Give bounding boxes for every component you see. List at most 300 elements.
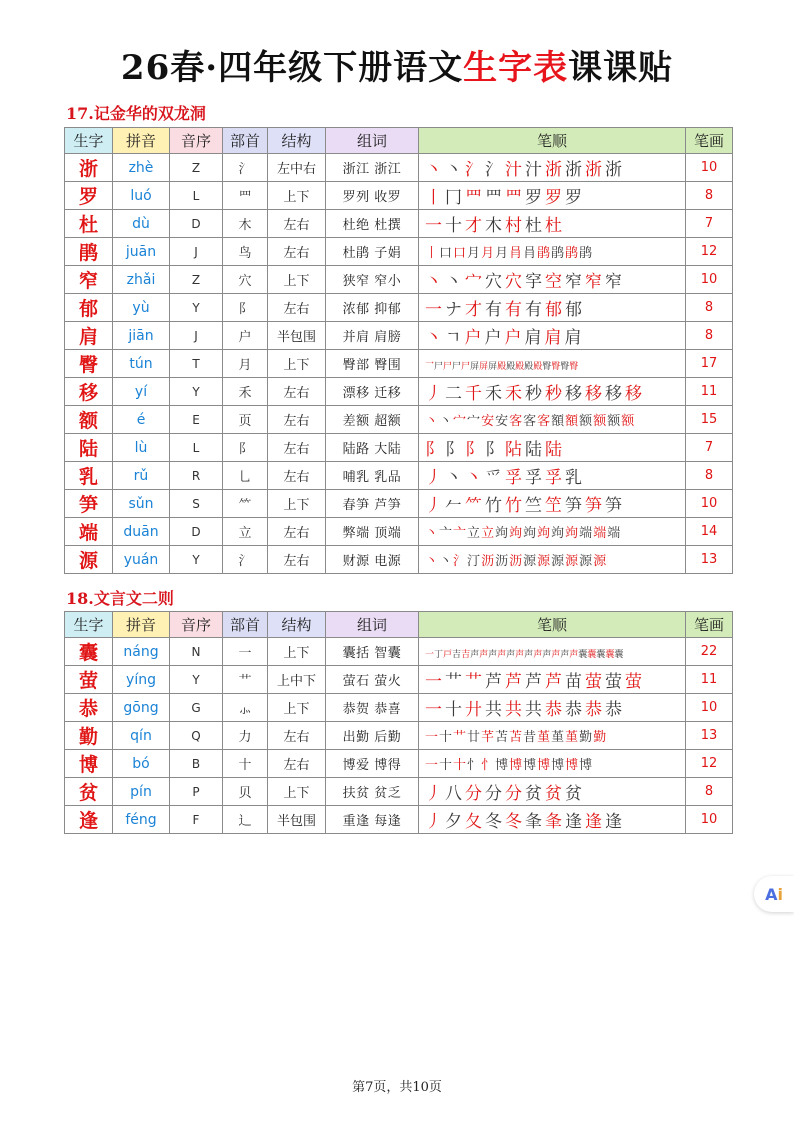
stroke-step: 罗 (525, 188, 542, 208)
stroke-step: 口 (453, 246, 467, 261)
stroke-step: 十 (439, 758, 453, 773)
stroke-step: 堇 (551, 730, 565, 745)
stroke-step: 臀 (551, 362, 560, 372)
stroke-step: 浙 (605, 160, 622, 180)
pinyin-cell: jiān (113, 322, 170, 350)
stroke-count-cell: 8 (686, 294, 733, 322)
stroke-step: 声 (488, 650, 497, 660)
stroke-step: 额 (579, 414, 593, 429)
stroke-step: 立 (481, 526, 495, 541)
stroke-step: 额 (607, 414, 621, 429)
stroke-step: 恭 (565, 700, 582, 720)
stroke-step: 夆 (545, 812, 562, 832)
stroke-step: 罒 (505, 188, 522, 208)
stroke-order-cell (419, 322, 686, 350)
stroke-step: 氵 (453, 554, 467, 569)
stroke-step: 村 (505, 216, 522, 236)
stroke-step: 声 (470, 650, 479, 660)
table-row (65, 266, 733, 294)
stroke-step: 共 (485, 700, 502, 720)
stroke-step: 才 (465, 300, 482, 320)
pinyin-cell: qín (113, 722, 170, 750)
stroke-step: 忄 (481, 758, 495, 773)
stroke-step: 竘 (523, 526, 537, 541)
radical-cell: 页 (223, 406, 268, 434)
stroke-step: 罒 (485, 188, 502, 208)
char-cell: 移 (65, 378, 113, 406)
stroke-step: 芦 (525, 672, 542, 692)
stroke-step: 額 (551, 414, 565, 429)
stroke-step: 殿 (497, 362, 506, 372)
stroke-step: 爫 (485, 468, 502, 488)
stroke-step: 木 (485, 216, 502, 236)
words-cell: 差额 超额 (326, 406, 419, 434)
stroke-step: 丶 (465, 468, 482, 488)
phonetic-index-cell: L (170, 434, 223, 462)
stroke-step: 夆 (525, 812, 542, 832)
title-accent: 生字表 (463, 48, 569, 88)
stroke-step: 一 (425, 216, 442, 236)
words-cell: 出勤 后勤 (326, 722, 419, 750)
stroke-step: 浙 (545, 160, 562, 180)
pinyin-cell: zhǎi (113, 266, 170, 294)
stroke-step: 源 (551, 554, 565, 569)
stroke-step: 丶 (425, 414, 439, 429)
stroke-step: 才 (465, 216, 482, 236)
stroke-step: 孚 (545, 468, 562, 488)
stroke-order-cell (419, 490, 686, 518)
structure-cell: 左右 (268, 518, 326, 546)
stroke-step: 移 (565, 384, 582, 404)
stroke-step: 月 (481, 246, 495, 261)
words-cell: 臀部 臀围 (326, 350, 419, 378)
stroke-step: 窄 (585, 272, 602, 292)
stroke-step: 安 (495, 414, 509, 429)
stroke-step: 丿 (425, 496, 442, 516)
stroke-step: 昔 (523, 730, 537, 745)
stroke-count-cell: 10 (686, 806, 733, 834)
stroke-step: 博 (579, 758, 593, 773)
stroke-step: 十 (439, 730, 453, 745)
stroke-step: 堇 (565, 730, 579, 745)
stroke-step: 宀 (453, 414, 467, 429)
structure-cell: 上下 (268, 182, 326, 210)
stroke-count-cell: 10 (686, 266, 733, 294)
words-cell: 重逢 每逢 (326, 806, 419, 834)
table-row (65, 462, 733, 490)
stroke-step: 阝 (445, 440, 462, 460)
stroke-step: 声 (524, 650, 533, 660)
phonetic-index-cell: Z (170, 266, 223, 294)
stroke-step: 客 (523, 414, 537, 429)
char-cell: 贫 (65, 778, 113, 806)
stroke-step: 屏 (488, 362, 497, 372)
words-cell: 扶贫 贫乏 (326, 778, 419, 806)
structure-cell: 半包围 (268, 806, 326, 834)
stroke-count-cell: 10 (686, 490, 733, 518)
stroke-step: 一 (425, 700, 442, 720)
stroke-step: 移 (585, 384, 602, 404)
char-cell: 肩 (65, 322, 113, 350)
phonetic-index-cell: J (170, 322, 223, 350)
stroke-order-cell (419, 350, 686, 378)
stroke-step: 屏 (479, 362, 488, 372)
stroke-step: 罗 (565, 188, 582, 208)
stroke-count-cell: 12 (686, 238, 733, 266)
header-structure: 结构 (268, 128, 326, 154)
stroke-step: 博 (537, 758, 551, 773)
stroke-step: 吉 (452, 650, 461, 660)
stroke-step: 尸 (461, 362, 470, 372)
stroke-step: 芦 (545, 672, 562, 692)
stroke-order-cell (419, 638, 686, 666)
radical-cell: 力 (223, 722, 268, 750)
radical-cell: 阝 (223, 294, 268, 322)
table-row (65, 694, 733, 722)
stroke-step: 肩 (544, 328, 562, 348)
table-row (65, 350, 733, 378)
stroke-step: 声 (497, 650, 506, 660)
stroke-step: 戸 (443, 650, 452, 660)
stroke-step: 肙 (523, 246, 537, 261)
pinyin-cell: sǔn (113, 490, 170, 518)
char-cell: 逢 (65, 806, 113, 834)
header-strokes: 笔顺 (419, 612, 686, 638)
stroke-step: 竘 (537, 526, 551, 541)
stroke-step: 乛 (425, 362, 434, 372)
stroke-step: 端 (607, 526, 621, 541)
stroke-step: 汁 (525, 160, 542, 180)
structure-cell: 上中下 (268, 666, 326, 694)
stroke-step: 穴 (505, 272, 522, 292)
stroke-order-cell (419, 462, 686, 490)
stroke-step: 穻 (525, 272, 542, 292)
header-count: 笔画 (686, 128, 733, 154)
radical-cell: 穴 (223, 266, 268, 294)
char-cell: 恭 (65, 694, 113, 722)
char-cell: 臀 (65, 350, 113, 378)
stroke-order-cell (419, 210, 686, 238)
stroke-step: 博 (565, 758, 579, 773)
stroke-step: 有 (505, 300, 522, 320)
stroke-order-cell (419, 694, 686, 722)
structure-cell: 左右 (268, 378, 326, 406)
stroke-step: 宀 (465, 272, 482, 292)
stroke-order-cell (419, 294, 686, 322)
char-cell: 萤 (65, 666, 113, 694)
stroke-step: 浙 (565, 160, 582, 180)
stroke-step: 堇 (537, 730, 551, 745)
stroke-step: 窄 (565, 272, 582, 292)
phonetic-index-cell: P (170, 778, 223, 806)
stroke-step: 杜 (525, 216, 542, 236)
stroke-order-cell (419, 154, 686, 182)
phonetic-index-cell: G (170, 694, 223, 722)
words-cell: 杜绝 杜撰 (326, 210, 419, 238)
phonetic-index-cell: B (170, 750, 223, 778)
stroke-step: 沥 (495, 554, 509, 569)
stroke-step: 源 (593, 554, 607, 569)
radical-cell: 禾 (223, 378, 268, 406)
stroke-order-cell (419, 378, 686, 406)
table-row (65, 722, 733, 750)
structure-cell: 上下 (268, 778, 326, 806)
phonetic-index-cell: J (170, 238, 223, 266)
phonetic-index-cell: Z (170, 154, 223, 182)
stroke-step: 口 (439, 246, 453, 261)
stroke-step: 汀 (467, 554, 481, 569)
stroke-step: 竘 (495, 526, 509, 541)
words-cell: 狭窄 窄小 (326, 266, 419, 294)
stroke-order-cell (419, 406, 686, 434)
stroke-step: 竺 (525, 496, 542, 516)
stroke-step: 浙 (585, 160, 602, 180)
stroke-order-cell (419, 666, 686, 694)
stroke-step: 月 (495, 246, 509, 261)
stroke-step: 声 (515, 650, 524, 660)
stroke-step: 竘 (551, 526, 565, 541)
stroke-order-cell (419, 518, 686, 546)
stroke-step: 芦 (485, 672, 502, 692)
words-cell: 浙江 浙江 (326, 154, 419, 182)
stroke-step: 一 (425, 300, 442, 320)
stroke-step: 囊 (605, 650, 614, 660)
header-char: 生字 (65, 128, 113, 154)
radical-cell: 乚 (223, 462, 268, 490)
stroke-step: 户 (504, 328, 522, 348)
stroke-step: 艹 (453, 730, 467, 745)
stroke-step: 沥 (509, 554, 523, 569)
stroke-step: 移 (625, 384, 642, 404)
stroke-count-cell: 11 (686, 378, 733, 406)
table-row (65, 638, 733, 666)
stroke-step: 鹃 (565, 246, 579, 261)
stroke-step: 罒 (465, 188, 482, 208)
stroke-step: 艹 (465, 672, 482, 692)
stroke-step: 尸 (434, 362, 443, 372)
phonetic-index-cell: Y (170, 294, 223, 322)
stroke-order-cell (419, 806, 686, 834)
table-row (65, 210, 733, 238)
stroke-step: 尸 (443, 362, 452, 372)
stroke-step: 源 (565, 554, 579, 569)
stroke-step: 有 (525, 300, 542, 320)
title-prefix: 26春·四年级下册语文 (120, 48, 464, 88)
stroke-step: 丶 (425, 160, 442, 180)
stroke-step: 殿 (515, 362, 524, 372)
structure-cell: 上下 (268, 694, 326, 722)
stroke-step: 声 (542, 650, 551, 660)
stroke-step: 一 (425, 650, 434, 660)
structure-cell: 上下 (268, 638, 326, 666)
char-cell: 杜 (65, 210, 113, 238)
stroke-step: 丨 (425, 246, 439, 261)
stroke-step: 郁 (545, 300, 562, 320)
lesson-18-title: 18.文言文二则 (66, 589, 174, 608)
stroke-step: ⺮ (465, 496, 482, 516)
stroke-step: 穴 (485, 272, 502, 292)
phonetic-index-cell: D (170, 210, 223, 238)
table-row (65, 806, 733, 834)
header-structure: 结构 (268, 612, 326, 638)
stroke-step: 囊 (614, 650, 623, 660)
header-words: 组词 (326, 612, 419, 638)
words-cell: 杜鹃 子娟 (326, 238, 419, 266)
stroke-step: 丶 (425, 554, 439, 569)
ai-assistant-button[interactable] (754, 876, 794, 912)
stroke-step: 苗 (565, 672, 582, 692)
stroke-step: 勤 (593, 730, 607, 745)
lesson-17-title: 17.记金华的双龙洞 (66, 104, 206, 123)
character-table-lesson-17 (64, 127, 733, 574)
stroke-step: 客 (537, 414, 551, 429)
stroke-step: 鹃 (579, 246, 593, 261)
stroke-step: 八 (445, 784, 462, 804)
radical-cell: 氵 (223, 154, 268, 182)
page-title (0, 46, 794, 90)
structure-cell: 左右 (268, 546, 326, 574)
table-row (65, 378, 733, 406)
stroke-step: 源 (579, 554, 593, 569)
radical-cell: 罒 (223, 182, 268, 210)
stroke-step: 丿 (425, 812, 442, 832)
stroke-step: 笋 (585, 496, 602, 516)
phonetic-index-cell: F (170, 806, 223, 834)
radical-cell: 贝 (223, 778, 268, 806)
stroke-step: 恭 (585, 700, 602, 720)
structure-cell: 半包围 (268, 322, 326, 350)
stroke-step: 立 (467, 526, 481, 541)
stroke-step: 氵 (465, 160, 482, 180)
stroke-step: 丶 (425, 328, 442, 348)
stroke-step: 杜 (545, 216, 562, 236)
radical-cell: ⺗ (223, 694, 268, 722)
phonetic-index-cell: E (170, 406, 223, 434)
stroke-order-cell (419, 546, 686, 574)
stroke-step: 丶 (425, 526, 439, 541)
stroke-step: 分 (505, 784, 522, 804)
stroke-step: 恭 (605, 700, 622, 720)
stroke-step: 孚 (525, 468, 542, 488)
table-row (65, 154, 733, 182)
header-radical: 部首 (223, 128, 268, 154)
stroke-step: 勤 (579, 730, 593, 745)
stroke-step: 有 (485, 300, 502, 320)
radical-cell: 立 (223, 518, 268, 546)
stroke-count-cell: 12 (686, 750, 733, 778)
words-cell: 罗列 收罗 (326, 182, 419, 210)
stroke-step: 丶 (445, 272, 462, 292)
structure-cell: 上下 (268, 266, 326, 294)
stroke-order-cell (419, 722, 686, 750)
pinyin-cell: é (113, 406, 170, 434)
stroke-step: 艹 (445, 672, 462, 692)
stroke-step: 廾 (465, 700, 482, 720)
header-index: 音序 (170, 128, 223, 154)
stroke-step: 声 (506, 650, 515, 660)
char-cell: 端 (65, 518, 113, 546)
stroke-step: 声 (560, 650, 569, 660)
table-row (65, 406, 733, 434)
structure-cell: 左中右 (268, 154, 326, 182)
phonetic-index-cell: T (170, 350, 223, 378)
stroke-step: 笁 (545, 496, 562, 516)
words-cell: 财源 电源 (326, 546, 419, 574)
structure-cell: 左右 (268, 462, 326, 490)
stroke-step: 亠 (453, 526, 467, 541)
stroke-step: 苫 (495, 730, 509, 745)
stroke-step: 亠 (439, 526, 453, 541)
pinyin-cell: bó (113, 750, 170, 778)
char-cell: 陆 (65, 434, 113, 462)
stroke-step: 声 (479, 650, 488, 660)
char-cell: 乳 (65, 462, 113, 490)
table-row (65, 490, 733, 518)
stroke-step: 分 (465, 784, 482, 804)
stroke-step: 囊 (596, 650, 605, 660)
char-cell: 勤 (65, 722, 113, 750)
table-row (65, 666, 733, 694)
stroke-step: 尸 (452, 362, 461, 372)
structure-cell: 左右 (268, 406, 326, 434)
words-cell: 漂移 迁移 (326, 378, 419, 406)
stroke-step: 氵 (485, 160, 502, 180)
stroke-step: 一 (425, 758, 439, 773)
stroke-step: 千 (465, 384, 482, 404)
stroke-step: 额 (593, 414, 607, 429)
structure-cell: 左右 (268, 238, 326, 266)
radical-cell: 一 (223, 638, 268, 666)
stroke-step: 肩 (524, 328, 542, 348)
stroke-step: 客 (509, 414, 523, 429)
stroke-order-cell (419, 182, 686, 210)
pinyin-cell: dù (113, 210, 170, 238)
words-cell: 恭贺 恭喜 (326, 694, 419, 722)
stroke-step: 贫 (565, 784, 582, 804)
pinyin-cell: pín (113, 778, 170, 806)
stroke-step: 丶 (425, 272, 442, 292)
stroke-step: 户 (464, 328, 482, 348)
stroke-step: 禾 (485, 384, 502, 404)
radical-cell: 鸟 (223, 238, 268, 266)
stroke-step: 冂 (445, 188, 462, 208)
stroke-step: 陆 (525, 440, 542, 460)
stroke-step: 博 (523, 758, 537, 773)
stroke-step: 阝 (485, 440, 502, 460)
stroke-step: 移 (605, 384, 622, 404)
pinyin-cell: luó (113, 182, 170, 210)
stroke-step: 肩 (564, 328, 582, 348)
table-row (65, 750, 733, 778)
radical-cell: 十 (223, 750, 268, 778)
stroke-step: 夂 (465, 812, 482, 832)
pinyin-cell: yuán (113, 546, 170, 574)
stroke-step: 丶 (445, 468, 462, 488)
stroke-step: 额 (621, 414, 635, 429)
stroke-step: 丶 (445, 160, 462, 180)
char-cell: 郁 (65, 294, 113, 322)
words-cell: 春笋 芦笋 (326, 490, 419, 518)
table-row (65, 182, 733, 210)
stroke-step: 殿 (533, 362, 542, 372)
char-cell: 窄 (65, 266, 113, 294)
stroke-step: 分 (485, 784, 502, 804)
stroke-step: 郁 (565, 300, 582, 320)
stroke-step: 阽 (505, 440, 522, 460)
header-char: 生字 (65, 612, 113, 638)
radical-cell: ⺮ (223, 490, 268, 518)
stroke-step: 竘 (565, 526, 579, 541)
